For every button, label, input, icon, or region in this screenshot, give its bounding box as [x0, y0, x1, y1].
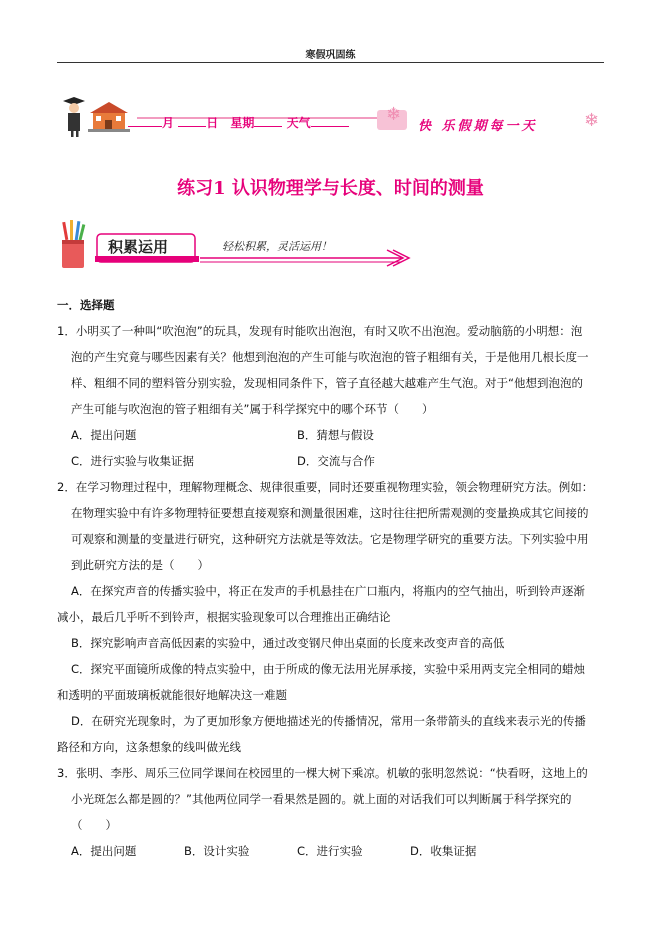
section-slogan: 轻松积累，灵活运用！ — [222, 240, 332, 253]
header-title: 寒假巩固练 — [305, 50, 356, 61]
day-blank[interactable] — [178, 116, 206, 127]
question-line: 1．小明买了一种叫“吹泡泡”的玩具，发现有时能吹出泡泡，有时又吹不出泡泡。爱动脑筋的小明想：泡 — [57, 324, 583, 338]
question-3 — [57, 760, 607, 864]
question-line: 可观察和测量的变量进行研究，这种研究方法就是等效法。它是物理学研究的重要方法。下列实验中用 — [71, 532, 589, 546]
graduate-icon — [63, 97, 85, 137]
question-line: 2．在学习物理过程中，理解物理概念、规律很重要，同时还要重视物理实验，领会物理研究方法。例如： — [57, 480, 594, 494]
section-label: 积累运用 — [108, 238, 169, 256]
month-label: 月 — [162, 116, 175, 130]
option-d[interactable]: D．收集证据 — [410, 844, 477, 858]
question-line: （ ） — [71, 818, 117, 832]
header-rule — [57, 62, 604, 63]
month-blank[interactable] — [128, 116, 162, 127]
option-c[interactable]: C．探究平面镜所成像的特点实验中，由于所成的像无法用光屏承接，实验中采用两支完全相同的蜡烛 — [71, 662, 586, 676]
option-c-cont: 和透明的平面玻璃板就能很好地解决这一难题 — [57, 688, 287, 702]
option-c[interactable]: C．进行实验与收集证据 — [71, 454, 195, 468]
option-a[interactable]: A．提出问题 — [71, 428, 137, 442]
date-line — [128, 114, 349, 131]
pencil-cup-icon — [62, 220, 85, 268]
weekday-label: 星期 — [230, 116, 255, 130]
option-d[interactable]: D．交流与合作 — [297, 454, 375, 468]
snowflake-icon: ❄ — [584, 110, 600, 131]
question-1 — [57, 318, 607, 474]
option-d-cont: 路径和方向，这条想象的线叫做光线 — [57, 740, 241, 754]
weather-blank[interactable] — [311, 116, 349, 127]
day-label: 日 — [206, 116, 219, 130]
question-line: 在物理实验中有许多物理特征要想直接观察和测量很困难，这时往往把所需观测的变量换成其它间接的 — [71, 506, 589, 520]
weekday-blank[interactable] — [254, 116, 282, 127]
option-b[interactable]: B．探究影响声音高低因素的实验中，通过改变钢尺伸出桌面的长度来改变声音的高低 — [71, 636, 505, 650]
weather-label: 天气 — [286, 116, 311, 130]
banner-motto: 快 乐假期每一天 — [418, 119, 538, 134]
question-line: 3．张明、李彤、周乐三位同学课间在校园里的一棵大树下乘凉。机敏的张明忽然说：“快看呀，这地上的 — [57, 766, 588, 780]
question-line: 泡的产生究竟与哪些因素有关？他想到泡泡的产生可能与吹泡泡的管子粗细有关，于是他用几根长度一 — [71, 350, 589, 364]
question-2 — [57, 474, 607, 760]
question-line: 小光斑怎么都是圆的？”其他两位同学一看果然是圆的。就上面的对话我们可以判断属于科学探究的 — [71, 792, 572, 806]
school-building-icon — [88, 102, 130, 132]
option-b[interactable]: B．猜想与假设 — [297, 428, 374, 442]
question-line: 到此研究方法的是（ ） — [71, 558, 209, 572]
option-a-cont: 减小，最后几乎听不到铃声，根据实验现象可以合理推出正确结论 — [57, 610, 391, 624]
option-d[interactable]: D．在研究光现象时，为了更加形象方便地描述光的传播情况，常用一条带箭头的直线来表示光的传播 — [71, 714, 586, 728]
question-line: 样、粗细不同的塑料管分别实验，发现相同条件下，管子直径越大越难产生气泡。对于“他想到泡泡的 — [71, 376, 583, 390]
part-title: 一．选择题 — [57, 298, 115, 312]
option-a[interactable]: A．提出问题 — [71, 844, 137, 858]
question-content — [57, 292, 607, 864]
option-b[interactable]: B．设计实验 — [184, 844, 250, 858]
option-a[interactable]: A．在探究声音的传播实验中，将正在发声的手机悬挂在广口瓶内，将瓶内的空气抽出，听到铃声逐渐 — [71, 584, 585, 598]
question-line: 产生可能与吹泡泡的管子粗细有关”属于科学探究中的哪个环节（ ） — [71, 402, 434, 416]
option-c[interactable]: C．进行实验 — [297, 844, 363, 858]
snowflake-icon: ❄ — [386, 104, 402, 125]
lesson-title: 练习1 认识物理学与长度、时间的测量 — [177, 178, 484, 199]
